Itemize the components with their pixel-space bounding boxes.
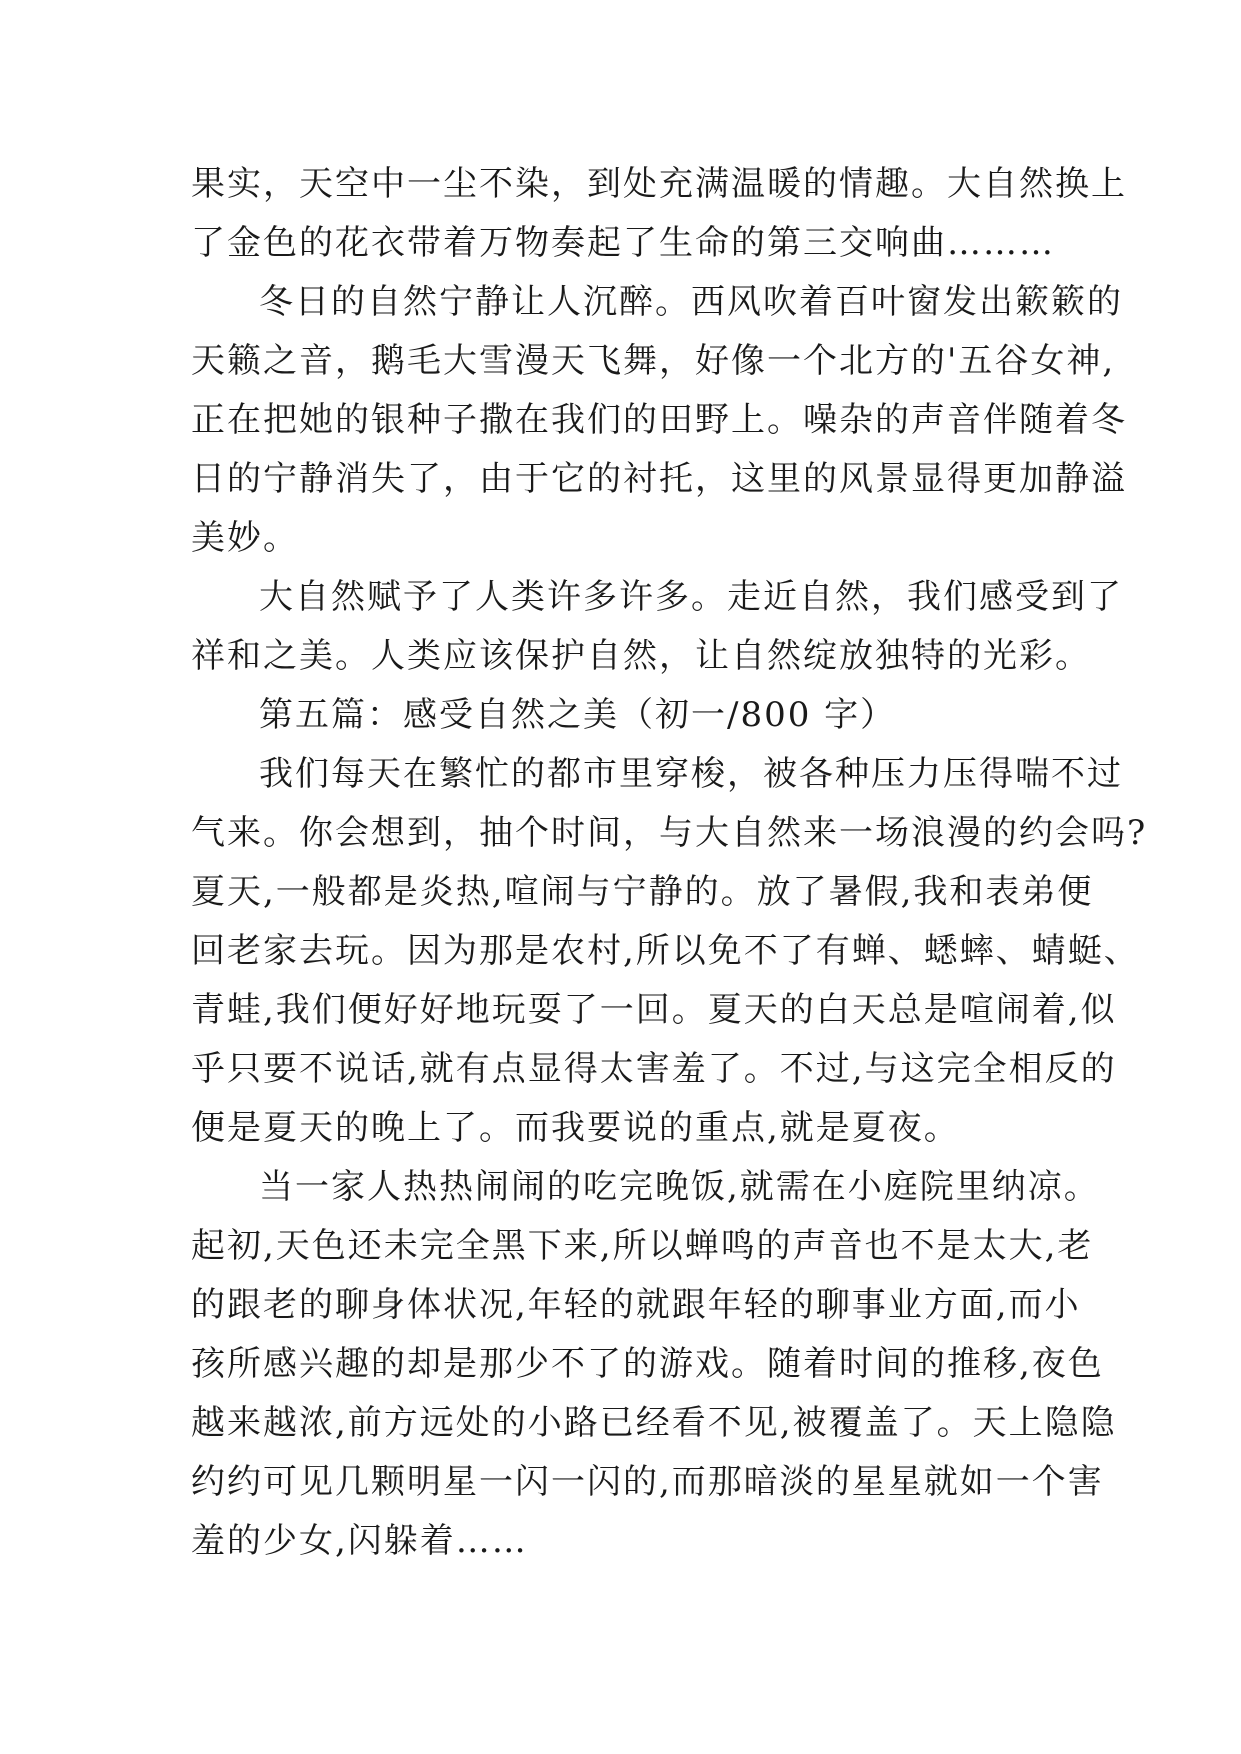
paragraph-first-line: 第五篇：感受自然之美（初一/800 字）: [259, 695, 897, 735]
text-line: 乎只要不说话,就有点显得太害羞了。不过,与这完全相反的: [191, 1049, 1117, 1089]
document-body: [191, 155, 1148, 1571]
text-line: 正在把她的银种子撒在我们的田野上。噪杂的声音伴随着冬: [191, 400, 1127, 440]
text-line: 了金色的花衣带着万物奏起了生命的第三交响曲………: [191, 223, 1055, 263]
paragraph-first-line: 冬日的自然宁静让人沉醉。西风吹着百叶窗发出簌簌的: [259, 282, 1123, 322]
text-line: 夏天,一般都是炎热,喧闹与宁静的。放了暑假,我和表弟便: [191, 872, 1094, 912]
text-line: 约约可见几颗明星一闪一闪的,而那暗淡的星星就如一个害: [191, 1462, 1104, 1502]
paragraph-first-line: 当一家人热热闹闹的吃完晚饭,就需在小庭院里纳凉。: [259, 1167, 1100, 1207]
text-line: 起初,天色还未完全黑下来,所以蝉鸣的声音也不是太大,老: [191, 1226, 1094, 1266]
text-line: 祥和之美。人类应该保护自然，让自然绽放独特的光彩。: [191, 636, 1091, 676]
text-line: 的跟老的聊身体状况,年轻的就跟年轻的聊事业方面,而小: [191, 1285, 1081, 1325]
text-line: 气来。你会想到，抽个时间，与大自然来一场浪漫的约会吗?: [191, 813, 1148, 853]
text-line: 孩所感兴趣的却是那少不了的游戏。随着时间的推移,夜色: [191, 1344, 1104, 1384]
text-line: 羞的少女,闪躲着……: [191, 1521, 528, 1561]
text-line: 便是夏天的晚上了。而我要说的重点,就是夏夜。: [191, 1108, 960, 1148]
text-line: 果实，天空中一尘不染，到处充满温暖的情趣。大自然换上: [191, 164, 1127, 204]
text-line: 日的宁静消失了，由于它的衬托，这里的风景显得更加静溢: [191, 459, 1127, 499]
paragraph-first-line: 大自然赋予了人类许多许多。走近自然，我们感受到了: [259, 577, 1123, 617]
paragraph-first-line: 我们每天在繁忙的都市里穿梭，被各种压力压得喘不过: [259, 754, 1123, 794]
text-line: 青蛙,我们便好好地玩耍了一回。夏天的白天总是喧闹着,似: [191, 990, 1117, 1030]
text-line: 天籁之音，鹅毛大雪漫天飞舞，好像一个北方的'五谷女神,: [191, 341, 1116, 381]
text-line: 越来越浓,前方远处的小路已经看不见,被覆盖了。天上隐隐: [191, 1403, 1117, 1443]
text-line: 美妙。: [191, 518, 299, 558]
text-line: 回老家去玩。因为那是农村,所以免不了有蝉、蟋蟀、蜻蜓、: [191, 931, 1140, 971]
